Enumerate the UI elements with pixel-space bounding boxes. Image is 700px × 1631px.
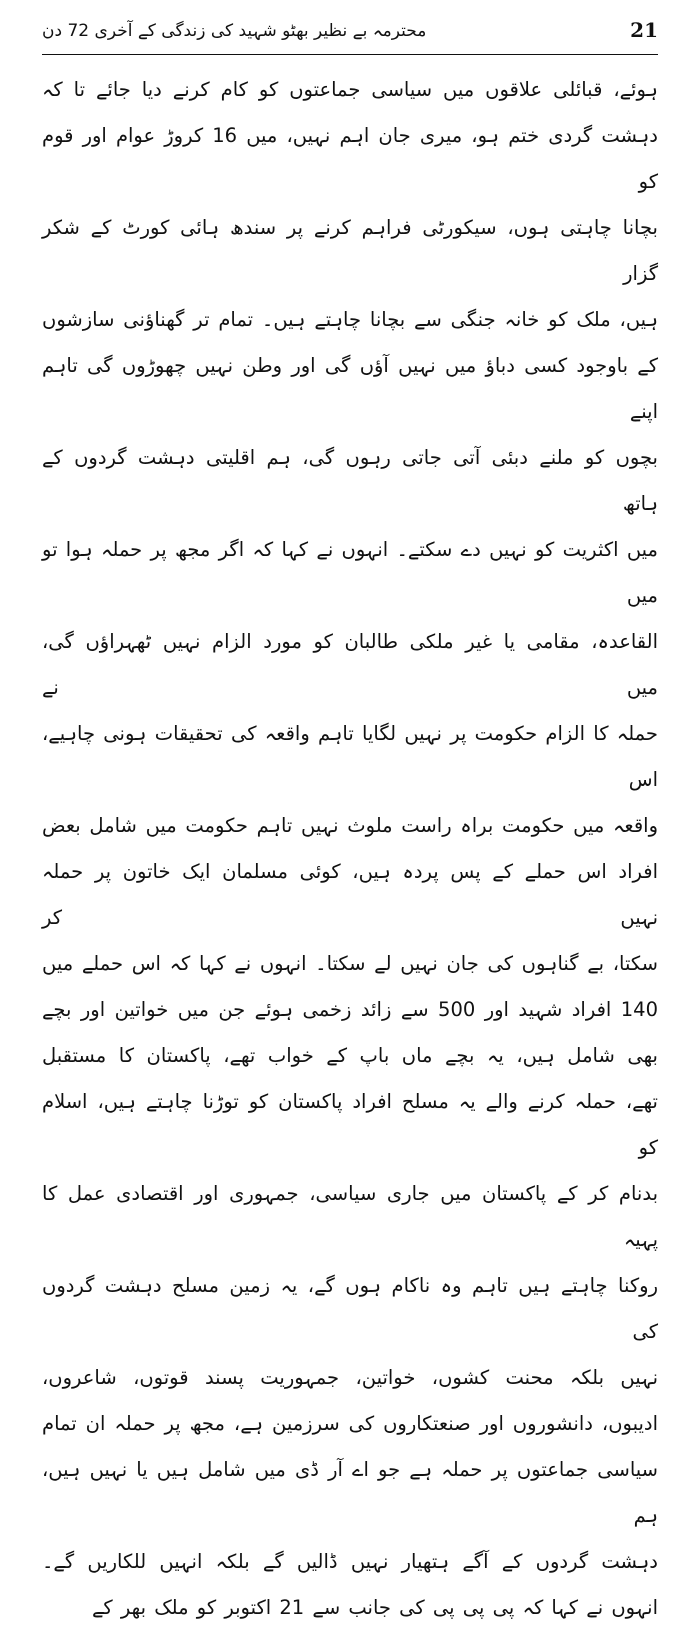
text-line: 140 افراد شہید اور 500 سے زائد زخمی ہوئے جن میں خواتین اور بچے	[42, 997, 658, 1021]
page-header	[42, 18, 658, 48]
text-line: افراد اس حملے کے پس پردہ ہیں، کوئی مسلمان ایک خاتون پر حملہ نہیں کر	[42, 859, 658, 929]
text-line: دہشت گردوں کے آگے ہتھیار نہیں ڈالیں گے بلکہ انہیں للکاریں گے۔	[42, 1549, 658, 1573]
text-line: روکنا چاہتے ہیں تاہم وہ ناکام ہوں گے، یہ زمین مسلح دہشت گردوں کی	[42, 1273, 658, 1343]
text-line: حملہ کا الزام حکومت پر نہیں لگایا تاہم واقعہ کی تحقیقات ہونی چاہیے، اس	[42, 721, 658, 791]
book-title-header: محترمہ بے نظیر بھٹو شہید کی زندگی کے آخری 72 دن	[42, 21, 427, 41]
text-line: میں اکثریت کو نہیں دے سکتے۔ انہوں نے کہا کہ اگر مجھ پر حملہ ہوا تو میں	[42, 537, 658, 607]
text-line: دہشت گردی ختم ہو، میری جان اہم نہیں، میں 16 کروڑ عوام اور قوم کو	[42, 123, 658, 193]
text-line: کے باوجود کسی دباؤ میں نہیں آؤں گی اور وطن نہیں چھوڑوں گی تاہم اپنے	[42, 353, 658, 423]
text-line: القاعدہ، مقامی یا غیر ملکی طالبان کو مورد الزام نہیں ٹھہراؤں گی، میں نے	[42, 629, 658, 699]
text-line: بچانا چاہتی ہوں، سیکورٹی فراہم کرنے پر سندھ ہائی کورٹ کے شکر گزار	[42, 215, 658, 285]
text-line: بھی شامل ہیں، یہ بچے ماں باپ کے خواب تھے، پاکستان کا مستقبل	[42, 1043, 658, 1067]
text-line: واقعہ میں حکومت براہ راست ملوث نہیں تاہم حکومت میں شامل بعض	[42, 813, 658, 837]
text-line: ادیبوں، دانشوروں اور صنعتکاروں کی سرزمین ہے، مجھ پر حملہ ان تمام	[42, 1411, 658, 1435]
text-line: ہیں، ملک کو خانہ جنگی سے بچانا چاہتے ہیں۔ تمام تر گھناؤنی سازشوں	[42, 307, 658, 331]
text-line: نہیں بلکہ محنت کشوں، خواتین، جمہوریت پسند قوتوں، شاعروں،	[42, 1365, 658, 1389]
text-line: سکتا، بے گناہوں کی جان نہیں لے سکتا۔ انہوں نے کہا کہ اس حملے میں	[42, 951, 658, 975]
page-number: 21	[630, 18, 658, 42]
text-line: ہوئے، قبائلی علاقوں میں سیاسی جماعتوں کو کام کرنے دیا جائے تا کہ	[42, 77, 658, 101]
text-line: انہوں نے کہا کہ پی پی پی کی جانب سے 21 اکتوبر کو ملک بھر کے	[91, 1595, 658, 1619]
body-text-block	[42, 67, 658, 1631]
text-line: سیاسی جماعتوں پر حملہ ہے جو اے آر ڈی میں شامل ہیں یا نہیں ہیں، ہم	[42, 1457, 658, 1527]
text-line: تھے، حملہ کرنے والے یہ مسلح افراد پاکستان کو توڑنا چاہتے ہیں، اسلام کو	[42, 1089, 658, 1159]
text-line: بدنام کر کے پاکستان میں جاری سیاسی، جمہوری اور اقتصادی عمل کا پہیہ	[42, 1181, 658, 1251]
header-divider	[42, 54, 658, 55]
text-line: بچوں کو ملنے دبئی آتی جاتی رہوں گی، ہم اقلیتی دہشت گردوں کے ہاتھ	[42, 445, 658, 515]
